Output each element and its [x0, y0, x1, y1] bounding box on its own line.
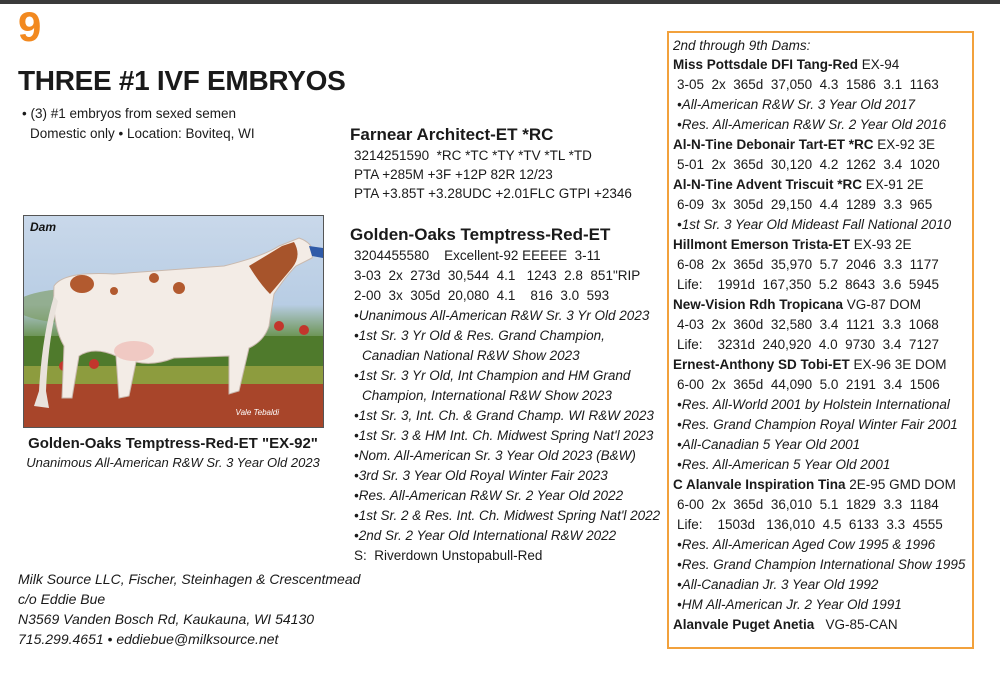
offer-details — [22, 104, 255, 144]
pedigree-dam-name: Alanvale Puget Anetia — [673, 617, 815, 632]
pedigree-honor: •Res. All-American Aged Cow 1995 & 1996 — [677, 537, 936, 552]
pedigree-honor: •Res. Grand Champion Royal Winter Fair 2001 — [677, 417, 958, 432]
pedigree-honor: •All-American R&W Sr. 3 Year Old 2017 — [677, 97, 916, 112]
pedigree-dam-score: EX-91 2E — [862, 177, 924, 192]
dam-name: Golden-Oaks Temptress-Red-ET — [350, 225, 611, 244]
pedigree-record: 3-05 2x 365d 37,050 4.3 1586 3.1 1163 — [677, 77, 939, 92]
pedigree-dam-name: New-Vision Rdh Tropicana — [673, 297, 844, 312]
pedigree-honor: •All-Canadian 5 Year Old 2001 — [677, 437, 861, 452]
dam-honor: •1st Sr. 3 Yr Old & Res. Grand Champion, — [354, 328, 605, 343]
lot-number: 9 — [18, 3, 42, 50]
pedigree-header: 2nd through 9th Dams: — [673, 38, 811, 53]
photo-caption-honor: Unanimous All-American R&W Sr. 3 Year Old 2023 — [26, 455, 320, 470]
pedigree-dam-score: EX-94 — [858, 57, 900, 72]
pedigree-record: 6-08 2x 365d 35,970 5.7 2046 3.3 1177 — [677, 257, 939, 272]
dam-honor: •3rd Sr. 3 Year Old Royal Winter Fair 2023 — [354, 468, 608, 483]
contact-line: c/o Eddie Bue — [18, 591, 106, 607]
pedigree-dam-name: Miss Pottsdale DFI Tang-Red — [673, 57, 859, 72]
dam-block — [350, 224, 660, 566]
cow-illustration — [24, 216, 323, 427]
pedigree-record: Life: 1991d 167,350 5.2 8643 3.6 5945 — [677, 277, 939, 292]
consignor-contact — [18, 569, 360, 649]
dam-honor: Champion, International R&W Show 2023 — [362, 388, 612, 403]
pedigree-record: 6-00 2x 365d 36,010 5.1 1829 3.3 1184 — [677, 497, 939, 512]
pedigree-honor: •Res. All-American R&W Sr. 2 Year Old 2016 — [677, 117, 947, 132]
dam-honor: •1st Sr. 3, Int. Ch. & Grand Champ. WI R&W 2023 — [354, 408, 654, 423]
pedigree-box — [667, 31, 974, 649]
dam-honor: Canadian National R&W Show 2023 — [362, 348, 580, 363]
dam-honor: •1st Sr. 3 Yr Old, Int Champion and HM Grand — [354, 368, 631, 383]
contact-line: Milk Source LLC, Fischer, Steinhagen & Crescentmead — [18, 571, 361, 587]
pedigree-record: 5-01 2x 365d 30,120 4.2 1262 3.4 1020 — [677, 157, 940, 172]
photographer-signature: Vale Tebaldi — [235, 408, 279, 417]
pedigree-dam — [673, 355, 972, 375]
pedigree-dam-score: EX-92 3E — [873, 137, 936, 152]
sire-line: PTA +285M +3F +12P 82R 12/23 — [354, 167, 553, 182]
pedigree-honor: •Res. All-American 5 Year Old 2001 — [677, 457, 891, 472]
photo-caption-name: Golden-Oaks Temptress-Red-ET "EX-92" — [28, 435, 318, 452]
dam-honor: •Nom. All-American Sr. 3 Year Old 2023 (B&W) — [354, 448, 636, 463]
dam-line: 3-03 2x 273d 30,544 4.1 1243 2.8 851"RIP — [354, 268, 641, 283]
pedigree-dam-name: Al-N-Tine Advent Triscuit *RC — [673, 177, 863, 192]
offer-line: • (3) #1 embryos from sexed semen — [22, 106, 237, 121]
pedigree-dam-score: VG-87 DOM — [843, 297, 922, 312]
pedigree-honor: •All-Canadian Jr. 3 Year Old 1992 — [677, 577, 879, 592]
pedigree-dam — [673, 615, 972, 635]
dam-honor: •Unanimous All-American R&W Sr. 3 Yr Old 2023 — [354, 308, 650, 323]
dam-line: 3204455580 Excellent-92 EEEEE 3-11 — [354, 248, 601, 263]
dam-line: 2-00 3x 305d 20,080 4.1 816 3.0 593 — [354, 288, 610, 303]
pedigree-record: Life: 1503d 136,010 4.5 6133 3.3 4555 — [677, 517, 943, 532]
sire-block — [350, 124, 632, 203]
pedigree-dam-name: Ernest-Anthony SD Tobi-ET — [673, 357, 850, 372]
dam-sire-line: S: Riverdown Unstopabull-Red — [354, 548, 543, 563]
contact-line: 715.299.4651 • eddiebue@milksource.net — [18, 631, 279, 647]
pedigree-honor: •Res. Grand Champion International Show 1995 — [677, 557, 966, 572]
pedigree-dam-name: Al-N-Tine Debonair Tart-ET *RC — [673, 137, 874, 152]
offer-line: Domestic only • Location: Boviteq, WI — [30, 126, 255, 141]
pedigree-record: 4-03 2x 360d 32,580 3.4 1121 3.3 1068 — [677, 317, 939, 332]
dam-honor: •1st Sr. 3 & HM Int. Ch. Midwest Spring Nat'l 2023 — [354, 428, 654, 443]
pedigree-dam — [673, 135, 972, 155]
pedigree-dam-score: EX-96 3E DOM — [849, 357, 947, 372]
dam-honor: •Res. All-American R&W Sr. 2 Year Old 2022 — [354, 488, 624, 503]
dam-honor: •2nd Sr. 2 Year Old International R&W 2022 — [354, 528, 617, 543]
pedigree-dam-score: 2E-95 GMD DOM — [845, 477, 956, 492]
dam-photo — [23, 215, 324, 428]
sire-line: 3214251590 *RC *TC *TY *TV *TL *TD — [354, 148, 592, 163]
pedigree-dam — [673, 175, 972, 195]
pedigree-list — [673, 55, 972, 635]
sire-line: PTA +3.85T +3.28UDC +2.01FLC GTPI +2346 — [354, 186, 632, 201]
pedigree-dam-name: C Alanvale Inspiration Tina — [673, 477, 846, 492]
sire-name: Farnear Architect-ET *RC — [350, 125, 554, 144]
pedigree-dam-name: Hillmont Emerson Trista-ET — [673, 237, 851, 252]
pedigree-dam — [673, 55, 972, 75]
pedigree-dam — [673, 235, 972, 255]
pedigree-honor: •1st Sr. 3 Year Old Mideast Fall National 2010 — [677, 217, 952, 232]
pedigree-dam — [673, 475, 972, 495]
photo-tag: Dam — [30, 220, 57, 234]
pedigree-honor: •HM All-American Jr. 2 Year Old 1991 — [677, 597, 902, 612]
photo-caption — [18, 434, 328, 472]
contact-line: N3569 Vanden Bosch Rd, Kaukauna, WI 54130 — [18, 611, 315, 627]
pedigree-honor: •Res. All-World 2001 by Holstein International — [677, 397, 950, 412]
dam-honor: •1st Sr. 2 & Res. Int. Ch. Midwest Spring Nat'l 2022 — [354, 508, 661, 523]
pedigree-record: 6-09 3x 305d 29,150 4.4 1289 3.3 965 — [677, 197, 933, 212]
pedigree-record: 6-00 2x 365d 44,090 5.0 2191 3.4 1506 — [677, 377, 940, 392]
pedigree-dam-score: EX-93 2E — [850, 237, 912, 252]
top-border — [0, 0, 1000, 4]
lot-headline: THREE #1 IVF EMBRYOS — [18, 65, 346, 96]
pedigree-dam — [673, 295, 972, 315]
pedigree-dam-score: VG-85-CAN — [814, 617, 898, 632]
pedigree-record: Life: 3231d 240,920 4.0 9730 3.4 7127 — [677, 337, 939, 352]
